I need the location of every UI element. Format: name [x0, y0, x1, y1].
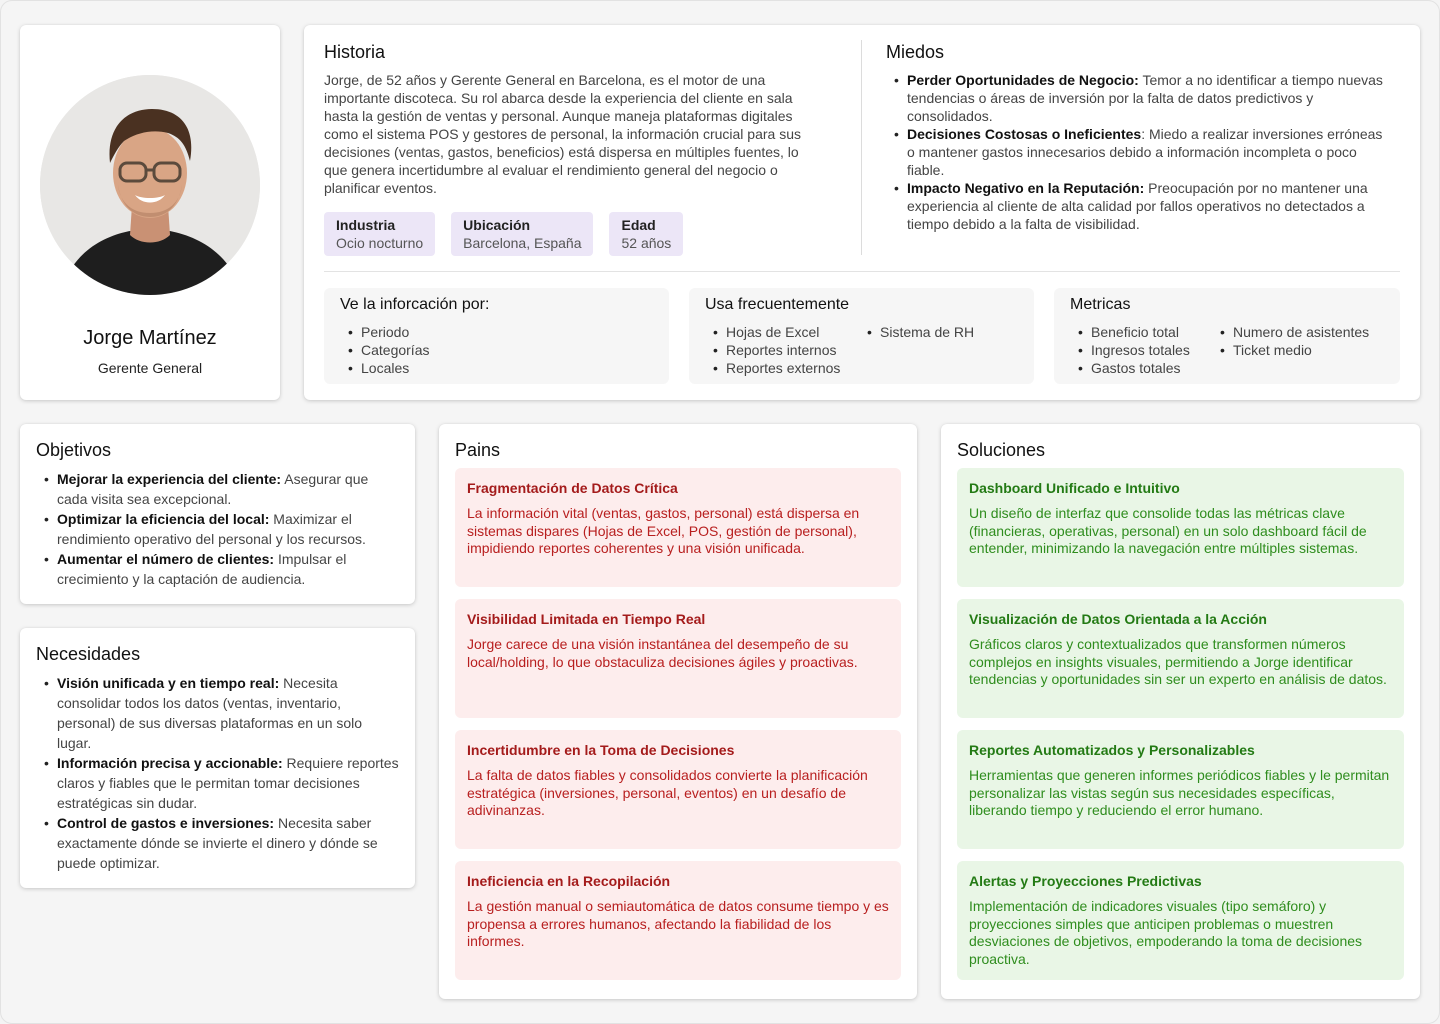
pain-item-text: Jorge carece de una visión instantánea del desempeño de su local/holding, lo que obstaculiza decisiones ágiles y proactivas.	[467, 636, 858, 670]
ve-info-box	[324, 288, 669, 384]
list-item: • Ticket medio	[1212, 341, 1369, 359]
list-item: • Gastos totales	[1070, 359, 1212, 377]
solution-item-text: Herramientas que generen informes periódicos fiables y le permitan personalizar las vistas según sus necesidades específicas, liberando tiempo y reduciendo el error humano.	[969, 767, 1390, 818]
pains-title: Pains	[455, 440, 501, 460]
pain-item-title: Fragmentación de Datos Crítica	[467, 480, 678, 496]
miedos-title: Miedos	[886, 42, 945, 62]
list-item: • Control de gastos e inversiones: Necesita saber exactamente dónde se invierte el dinero y dónde se puede optimizar.	[36, 813, 399, 873]
list-item: • Aumentar el número de clientes: Impulsar el crecimiento y la captación de audiencia.	[36, 549, 399, 589]
necesidades-title: Necesidades	[36, 644, 141, 664]
tag-value: Barcelona, España	[463, 235, 582, 251]
necesidades-card	[20, 628, 415, 888]
list-item: • Categorías	[340, 341, 653, 359]
solution-item-text: Implementación de indicadores visuales (tipo semáforo) y proyecciones simples que anticipen problemas o muestren desviaciones de objetivos, empoderando la toma de decisiones proactiva.	[969, 898, 1363, 967]
soluciones-title: Soluciones	[957, 440, 1046, 460]
usa-title: Usa frecuentemente	[705, 296, 850, 313]
usa-box	[689, 288, 1034, 384]
horizontal-divider	[324, 271, 1400, 272]
list-item: • Reportes externos	[705, 359, 859, 377]
objetivos-title: Objetivos	[36, 440, 112, 460]
miedos-section	[886, 42, 1386, 233]
pain-item	[455, 861, 901, 980]
tag-label: Ubicación	[463, 217, 531, 233]
soluciones-card	[941, 424, 1420, 999]
pain-item-title: Visibilidad Limitada en Tiempo Real	[467, 611, 706, 627]
solution-item	[957, 599, 1404, 718]
vertical-divider	[861, 40, 862, 255]
info-tags	[324, 212, 683, 256]
tag-value: Ocio nocturno	[336, 235, 424, 251]
profile-role: Gerente General	[97, 360, 203, 376]
historia-text: Jorge, de 52 años y Gerente General en Barcelona, es el motor de una importante discoteca. Su rol abarca desde la experiencia del cliente en sala hasta la gestión de ventas y personal. Aunque maneja plataformas digitales como el sistema POS y gestores de personal, la información crucial para sus decisiones (ventas, gastos, beneficios) está dispersa en múltiples fuentes, lo que genera incertidumbre al evaluar el rendimiento general del negocio o planificar eventos.	[324, 72, 801, 196]
pain-item-text: La información vital (ventas, gastos, personal) está dispersa en sistemas dispares (Hojas de Excel, POS, gestión de personal), impidiendo reportes coherentes y una visión unificada.	[467, 505, 860, 556]
solution-item	[957, 730, 1404, 849]
list-item: • Impacto Negativo en la Reputación: Preocupación por no mantener una experiencia al cliente de alta calidad por fallos operativos no detectados a tiempo debido a la falta de visibilidad.	[886, 179, 1386, 233]
historia-title: Historia	[324, 42, 386, 62]
ve-info-title: Ve la inforcación por:	[340, 296, 490, 313]
tag-value: 52 años	[621, 235, 672, 251]
avatar	[40, 75, 260, 295]
person-photo-icon	[40, 75, 260, 295]
solution-item-text: Un diseño de interfaz que consolide todas las métricas clave (financieras, operativas, personal) en un solo dashboard fácil de entender, minimizando la navegación entre múltiples sistemas.	[969, 505, 1367, 556]
list-item: • Ingresos totales	[1070, 341, 1212, 359]
pain-item-text: La gestión manual o semiautomática de datos consume tiempo y es propensa a errores humanos, afectando la fiabilidad de los informes.	[467, 898, 889, 949]
solution-item-title: Reportes Automatizados y Personalizables	[969, 742, 1255, 758]
overview-card	[304, 25, 1420, 400]
tag-label: Edad	[621, 217, 656, 233]
list-item: • Locales	[340, 359, 653, 377]
solution-item-title: Alertas y Proyecciones Predictivas	[969, 873, 1202, 889]
list-item: • Hojas de Excel	[705, 323, 859, 341]
pain-item-title: Incertidumbre en la Toma de Decisiones	[467, 742, 735, 758]
pains-card	[439, 424, 917, 999]
profile-card	[20, 25, 280, 400]
pain-item	[455, 599, 901, 718]
objetivos-card	[20, 424, 415, 604]
solution-item	[957, 861, 1404, 980]
list-item: • Mejorar la experiencia del cliente: Asegurar que cada visita sea excepcional.	[36, 469, 399, 509]
pain-item	[455, 730, 901, 849]
list-item: • Decisiones Costosas o Ineficientes: Miedo a realizar inversiones erróneas o mantener gastos innecesarios debido a información incompleta o poco fiable.	[886, 125, 1386, 179]
tag-edad	[609, 212, 683, 256]
solution-item-title: Visualización de Datos Orientada a la Acción	[969, 611, 1267, 627]
list-item: • Información precisa y accionable: Requiere reportes claros y fiables que le permitan tomar decisiones estratégicas sin dudar.	[36, 753, 399, 813]
list-item: • Reportes internos	[705, 341, 859, 359]
metricas-title: Metricas	[1070, 296, 1131, 313]
list-item: • Optimizar la eficiencia del local: Maximizar el rendimiento operativo del personal y los recursos.	[36, 509, 399, 549]
metricas-box	[1054, 288, 1400, 384]
tag-label: Industria	[336, 217, 396, 233]
list-item: • Numero de asistentes	[1212, 323, 1369, 341]
solution-item-text: Gráficos claros y contextualizados que transformen números complejos en insights visuales, permitiendo a Jorge identificar tendencias y oportunidades sin ser un experto en análisis de datos.	[969, 636, 1387, 687]
tag-ubicacion	[451, 212, 593, 256]
list-item: • Periodo	[340, 323, 653, 341]
list-item: • Beneficio total	[1070, 323, 1212, 341]
historia-section	[324, 42, 824, 197]
list-item: • Visión unificada y en tiempo real: Necesita consolidar todos los datos (ventas, inventario, personal) de sus diversas plataformas en un solo lugar.	[36, 673, 399, 753]
pain-item-title: Ineficiencia en la Recopilación	[467, 873, 671, 889]
list-item: • Sistema de RH	[859, 323, 974, 341]
solution-item	[957, 468, 1404, 587]
pain-item	[455, 468, 901, 587]
list-item: • Perder Oportunidades de Negocio: Temor a no identificar a tiempo nuevas tendencias o áreas de inversión por la falta de datos predictivos y consolidados.	[886, 71, 1386, 125]
solution-item-title: Dashboard Unificado e Intuitivo	[969, 480, 1180, 496]
tag-industria	[324, 212, 435, 256]
pain-item-text: La falta de datos fiables y consolidados convierte la planificación estratégica (inversiones, personal, eventos) en un desafío de adivinanzas.	[467, 767, 868, 818]
profile-name: Jorge Martínez	[83, 327, 217, 349]
